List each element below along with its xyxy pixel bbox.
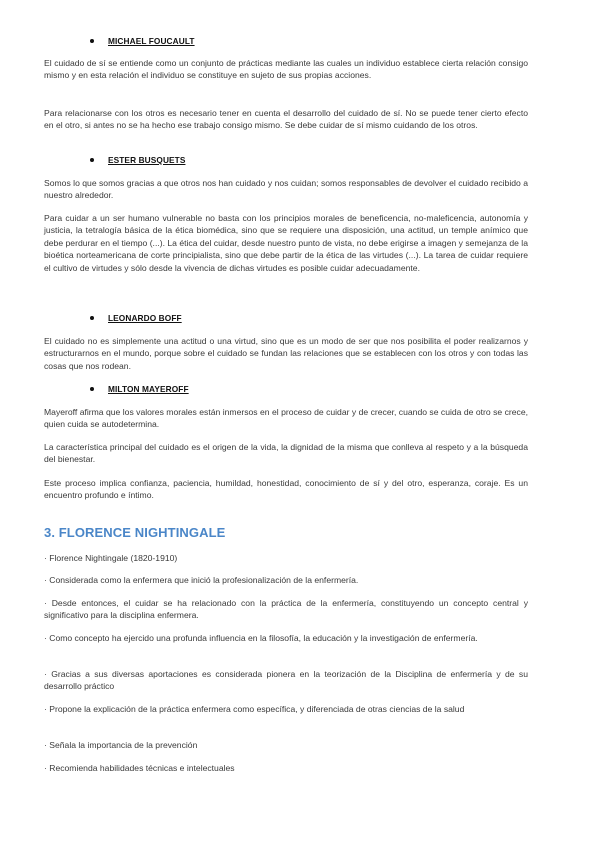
- paragraph: Para cuidar a un ser humano vulnerable no basta con los principios morales de beneficencia, no-maleficencia, autonomía y justicia, la tetralogía básica de la ética biomédica, sino que se requiere una disposición, una actitud, un temple anímico que debe perdurar en el tiempo (...). La ética del cuidar, desde nuestro punto de vista, no debe erigirse a imagen y semejanza de la bioética norteamericana de corte principialista, sino que debe partir de la ética de las virtudes (...). La tarea de cuidar requiere el cultivo de virtudes y sólo desde la vivencia de dichas virtudes es posible cuidar adecuadamente.: [44, 213, 528, 273]
- author-heading-mayeroff: [90, 384, 189, 394]
- author-heading-boff: [90, 313, 182, 323]
- section-title: 3. FLORENCE NIGHTINGALE: [44, 525, 226, 540]
- author-name: MICHAEL FOUCAULT: [108, 36, 195, 46]
- list-item: · Gracias a sus diversas aportaciones es considerada pionera en la teorización de la Disciplina de enfermería y de su desarrollo práctico: [44, 669, 528, 692]
- paragraph: Para relacionarse con los otros es necesario tener en cuenta el desarrollo del cuidado de sí. No se puede tener cierto efecto en el otro, si antes no se ha hecho ese trabajo consigo mismo. Se debe cuidar de sí mismo cuidando de los otros.: [44, 108, 528, 131]
- paragraph: Somos lo que somos gracias a que otros nos han cuidado y nos cuidan; somos responsables de devolver el cuidado recibido a nuestro alrededor.: [44, 178, 528, 201]
- list-item: · Como concepto ha ejercido una profunda influencia en la filosofía, la educación y la investigación de enfermería.: [44, 633, 478, 643]
- bullet-icon: [90, 316, 94, 320]
- author-name: LEONARDO BOFF: [108, 313, 182, 323]
- bullet-icon: [90, 39, 94, 43]
- paragraph: El cuidado de sí se entiende como un conjunto de prácticas mediante las cuales un individuo establece cierta relación consigo mismo y en esta relación el individuo se constituye en sujeto de sus propias acciones.: [44, 58, 528, 81]
- bullet-icon: [90, 158, 94, 162]
- bullet-icon: [90, 387, 94, 391]
- list-item: · Señala la importancia de la prevención: [44, 740, 198, 750]
- author-heading-busquets: [90, 155, 185, 165]
- author-name: MILTON MAYEROFF: [108, 384, 189, 394]
- paragraph: La característica principal del cuidado es el origen de la vida, la dignidad de la misma que conlleva al respeto y a la búsqueda del bienestar.: [44, 442, 528, 465]
- list-item: · Considerada como la enfermera que inició la profesionalización de la enfermería.: [44, 575, 359, 585]
- author-name: ESTER BUSQUETS: [108, 155, 186, 165]
- list-item: · Propone la explicación de la práctica enfermera como específica, y diferenciada de otras ciencias de la salud: [44, 704, 465, 714]
- paragraph: Este proceso implica confianza, paciencia, humildad, honestidad, conocimiento de sí y del otro, esperanza, coraje. Es un encuentro profundo e íntimo.: [44, 478, 528, 501]
- paragraph: Mayeroff afirma que los valores morales están inmersos en el proceso de cuidar y de crecer, cuando se cuida de otro se crece, quien cuida se autodetermina.: [44, 407, 528, 430]
- list-item: · Recomienda habilidades técnicas e intelectuales: [44, 763, 235, 773]
- paragraph: El cuidado no es simplemente una actitud o una virtud, sino que es un modo de ser que nos posibilita el poder realizarnos y estructurarnos en el mundo, porque sobre el cuidado se fundan las relaciones que se establecen con los otros y con todas las cosas que nos rodean.: [44, 336, 528, 371]
- list-item: · Desde entonces, el cuidar se ha relacionado con la práctica de la enfermería, constituyendo un concepto central y significativo para la disciplina enfermera.: [44, 598, 528, 621]
- list-item: · Florence Nightingale (1820-1910): [44, 553, 178, 563]
- author-heading-foucault: [90, 36, 195, 46]
